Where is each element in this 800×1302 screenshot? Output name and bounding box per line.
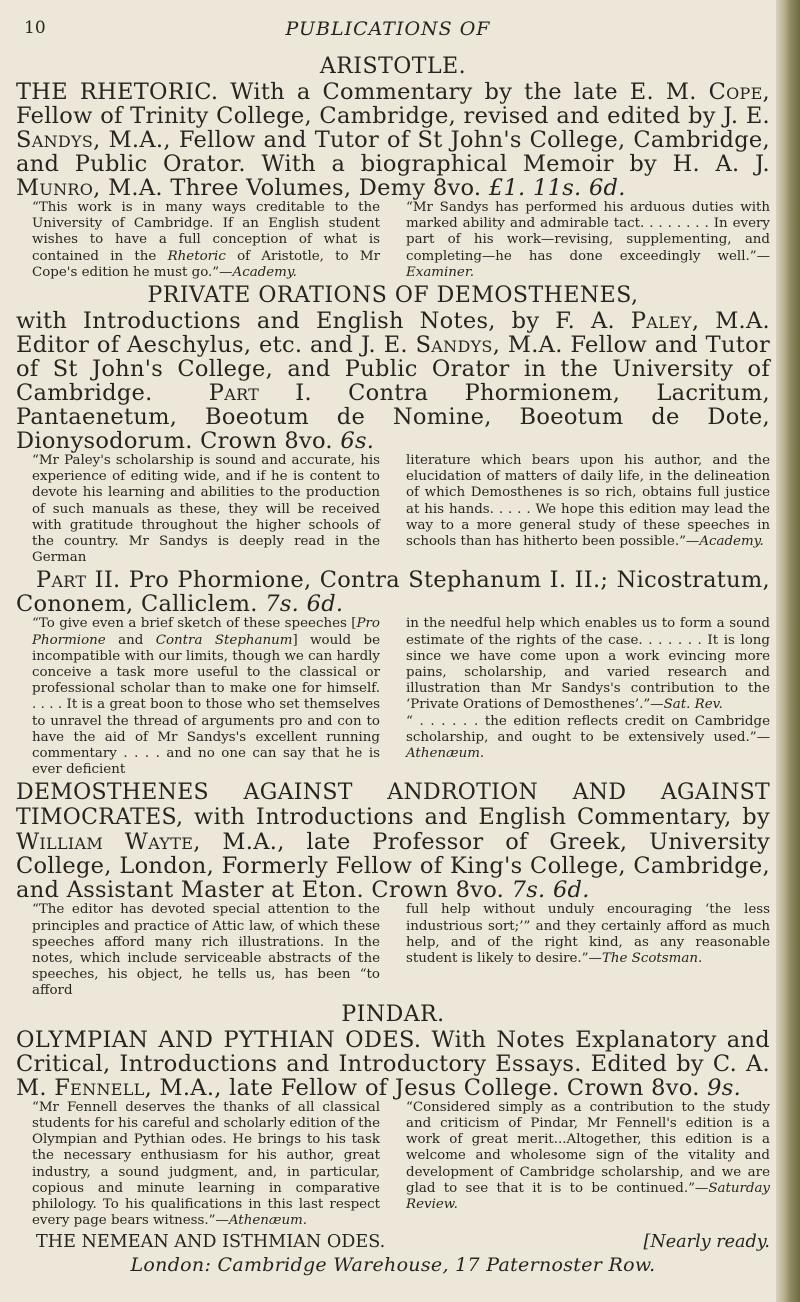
review-columns xyxy=(16,616,770,778)
review-columns xyxy=(16,200,770,281)
price: 6s. xyxy=(340,428,375,455)
section-heading-aristotle: ARISTOTLE. xyxy=(319,54,467,79)
entry-part-two: Part II. Pro Phormione, Contra Stephanum I. II.; Nicostratum, Cononem, Calliclem. 7s. 6d. xyxy=(16,567,771,618)
part-label: Part I. xyxy=(208,380,312,407)
section-heading-private-orations: PRIVATE ORATIONS OF DEMOSTHENES, xyxy=(147,283,639,309)
review-left: “The editor has devoted special attention to the principles and practice of Attic law, of which these speeches afford many rich illustrations. In the notes, which include serviceable abstracts of the speeches, his object, he tells us, has been “to afford xyxy=(32,902,380,999)
page-number: 10 xyxy=(24,18,46,38)
review-columns xyxy=(16,453,770,566)
review-right: literature which bears upon his author, and the elucidation of matters of daily life, in the delineation of which Demosthenes is so rich, obtains full justice at his hands. . . . . We hope this edition may lead the way to a more general study of these speeches in schools than has hitherto been possible.”—Academy. xyxy=(406,453,770,550)
price: 7s. 6d. xyxy=(511,877,590,904)
review-left: “Mr Fennell deserves the thanks of all classical students for his careful and scholarly edition of the Olympian and Pythian odes. He brings to his task the necessary enthusiasm for his author, great industry, a sound judgment, and, in particular, copious and minute learning in comparative philology. To his qualifications in this last respect every page bears witness.”—Athenæum. xyxy=(32,1099,380,1229)
review-columns xyxy=(16,1100,770,1230)
price: 9s. xyxy=(707,1074,742,1101)
running-title: PUBLICATIONS OF xyxy=(285,18,491,40)
publisher-imprint: London: Cambridge Warehouse, 17 Paternoster Row. xyxy=(130,1254,656,1277)
entry-private-orations: with Introductions and English Notes, by F. A. Paley, M.A. Editor of Aeschylus, etc. and J. E. Sandys, M.A. Fellow and Tutor of St John's College, and Public Orator in the University of Cambridge. Part I. Contra Phormionem, Lacritum, Pantaenetum, Boeotum de Nomine, Boeotum de Dote, Dionysodorum. Crown 8vo. 6s. xyxy=(16,308,771,455)
section-heading-pindar: PINDAR. xyxy=(341,1001,445,1027)
review-columns xyxy=(16,902,770,999)
forthcoming-entry: THE NEMEAN AND ISTHMIAN ODES. [Nearly ready. xyxy=(36,1232,770,1253)
entry-rhetoric: THE RHETORIC. With a Commentary by the late E. M. Cope, Fellow of Trinity College, Cambridge, revised and edited by J. E. Sandys, M.A., Fellow and Tutor of St John's College, Cambridge, and Public Orator. With a biographical Memoir by H. A. J. Munro, M.A. Three Volumes, Demy 8vo. £1. 11s. 6d. xyxy=(16,79,771,201)
review-right: “Mr Sandys has performed his arduous duties with marked ability and admirable tact. . . . . . . . In every part of his work—revising, supplementing, and completing—he has done exceedingly well.”—Examiner. xyxy=(406,200,770,280)
price: 7s. 6d. xyxy=(265,591,344,618)
review-left: “Mr Paley's scholarship is sound and accurate, his experience of editing wide, and if he is content to devote his learning and abilities to the production of such manuals as these, they will be received with gratitude throughout the higher schools of the country. Mr Sandys is deeply read in the German xyxy=(32,453,380,566)
review-right: in the needful help which enables us to form a sound estimate of the rights of the case. . . . . . . It is long since we have come upon a work evincing more pains, scholarship, and varied research and illustration than Mr Sandys's contribution to the ‘Private Orations of Demosthenes’.”—Sat. Rev. “ . . . . . . the edition reflects credit on Cambridge scholarship, and ought to be extensively used.”—Athenæum. xyxy=(406,616,770,762)
part-label: Part II. xyxy=(36,567,121,594)
entry-androtion: DEMOSTHENES AGAINST ANDROTION AND AGAINST TIMOCRATES, with Introductions and English Commentary, by William Wayte, M.A., late Professor of Greek, University College, London, Formerly Fellow of King's College, Cambridge, and Assistant Master at Eton. Crown 8vo. 7s. 6d. xyxy=(16,780,771,904)
status-note: [Nearly ready. xyxy=(643,1232,770,1253)
catalogue-content xyxy=(16,54,770,1276)
entry-title: THE RHETORIC. xyxy=(16,79,219,105)
page-header xyxy=(0,18,776,46)
price: £1. 11s. 6d. xyxy=(488,175,626,201)
review-left: “This work is in many ways creditable to the University of Cambridge. If an English student wishes to have a full conception of what is contained in the Rhetoric of Aristotle, to Mr Cope's edition he must go.”—Academy. xyxy=(32,200,380,280)
book-page-edge xyxy=(776,0,800,1302)
review-right: “Considered simply as a contribution to the study and criticism of Pindar, Mr Fennell's edition is a work of great merit...Altogether, this edition is a welcome and wholesome sign of the vitality and development of Cambridge scholarship, and we are glad to see that it is to be continued.”—Saturday Review. xyxy=(406,1099,770,1212)
entry-pindar: OLYMPIAN AND PYTHIAN ODES. With Notes Explanatory and Critical, Introductions and Introductory Essays. Edited by C. A. M. Fennell, M.A., late Fellow of Jesus College. Crown 8vo. 9s. xyxy=(16,1026,770,1101)
review-right: full help without unduly encouraging ‘the less industrious sort;’” and they certainly afford as much help, and of the right kind, as any reasonable student is likely to desire.”—The Scotsman. xyxy=(406,902,770,967)
section-heading-androtion: DEMOSTHENES AGAINST ANDROTION AND AGAINST TIMOCRATES, xyxy=(16,780,770,831)
review-left: “To give even a brief sketch of these speeches [Pro Phormione and Contra Stephanum] would be incompatible with our limits, though we can hardly conceive a task more useful to the classical or professional scholar than to make one for himself. . . . . It is a great boon to those who set themselves to unravel the thread of arguments pro and con to have the aid of Mr Sandys's excellent running commentary . . . . and no one can say that he is ever deficient xyxy=(32,616,380,778)
